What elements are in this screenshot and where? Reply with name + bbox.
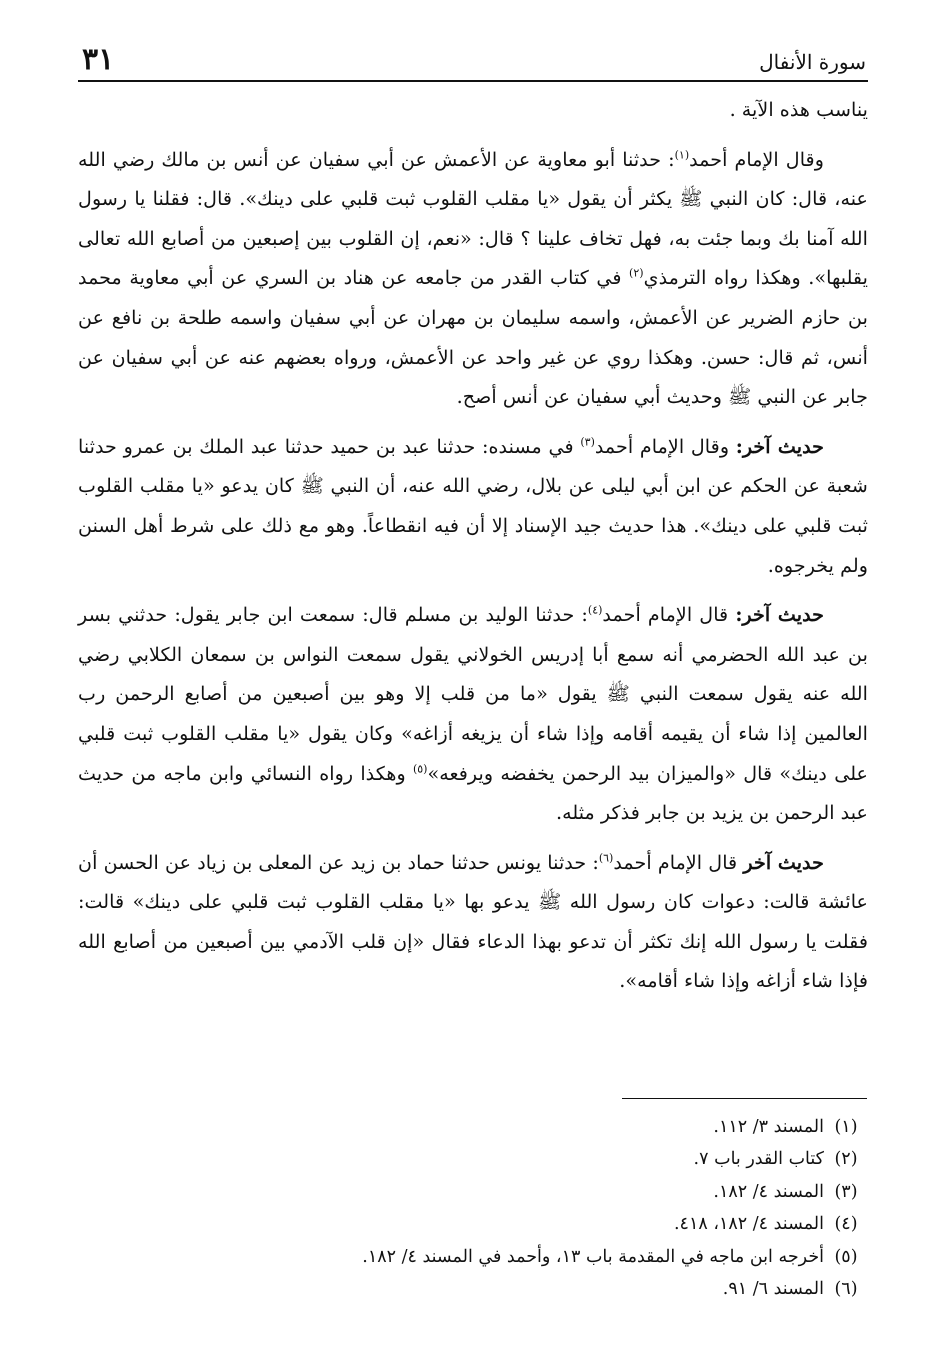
footnote-number: (٤) [834, 1214, 858, 1235]
footnote-text: المسند ٦/ ٩١. [722, 1279, 824, 1300]
hadith-lead: حديث آخر: [735, 603, 825, 627]
paragraph-text: وهكذا رواه النسائي وابن ماجه من حديث عبد الرحمن بن يزيد بن جابر فذكر مثله. [78, 761, 868, 825]
paragraph-3 [78, 595, 868, 833]
footnote [78, 1241, 868, 1273]
footnote-ref[interactable]: (٦) [598, 851, 614, 865]
footnote-ref[interactable]: (٢) [629, 266, 644, 280]
footnote-number: (٢) [834, 1149, 858, 1170]
footnote-separator [622, 1098, 867, 1099]
footnote [78, 1143, 868, 1175]
footnote-text: أخرجه ابن ماجه في المقدمة باب ١٣، وأحمد في المسند ٤/ ١٨٢. [362, 1246, 824, 1267]
footnote-text: المسند ٤/ ١٨٢، ٤١٨. [673, 1214, 824, 1235]
paragraph-text: في مسنده: حدثنا عبد بن حميد حدثنا عبد الملك بن عمرو حدثنا شعبة عن الحكم عن ابن أبي ليلى عن بلال، رضي الله عنه، أن النبي ﷺ كان يدعو «يا مقلب القلوب ثبت قلبي على دينك». هذا حديث جيد الإسناد إلا أن فيه انقطاعاً. وهو مع ذلك على شرط أهل السنن ولم يخرجوه. [78, 434, 868, 577]
footnote-number: (٦) [834, 1279, 858, 1300]
footnote [78, 1111, 868, 1143]
footnote-text: كتاب القدر باب ٧. [693, 1149, 824, 1170]
hadith-lead: حديث آخر [743, 850, 824, 874]
footnote-ref[interactable]: (١) [674, 148, 690, 162]
footnotes [78, 1111, 868, 1305]
page-number: ٣١ [82, 42, 115, 77]
footnote-text: المسند ٤/ ١٨٢. [713, 1181, 824, 1202]
footnote-ref[interactable]: (٣) [580, 435, 595, 449]
paragraph-text: : حدثنا أبو معاوية عن الأعمش عن أبي سفيان عن أنس بن مالك رضي الله عنه، قال: كان النبي ﷺ يكثر أن يقول «يا مقلب القلوب ثبت قلبي على دينك». قال: فقلنا يا رسول الله آمنا بك وبما جئت به، فهل تخاف علينا ؟ قال: «نعم، إن القلوب بين إصبعين من أصابع الله تعالى يقلبها». وهكذا رواه الترمذي [78, 147, 868, 290]
footnote [78, 1176, 868, 1208]
hadith-lead: حديث آخر: [735, 434, 825, 458]
footnote [78, 1273, 868, 1305]
footnote-ref[interactable]: (٥) [412, 762, 428, 776]
footnote-ref[interactable]: (٤) [587, 603, 603, 617]
page-header [78, 42, 868, 82]
footnote-number: (١) [834, 1117, 858, 1137]
paragraph-1 [78, 140, 868, 417]
footnote [78, 1208, 868, 1240]
paragraph-continuation: يناسب هذه الآية . [729, 98, 868, 121]
paragraph-text: وقال الإمام أحمد [689, 147, 824, 171]
paragraph-text: : حدثنا يونس حدثنا حماد بن زيد عن المعلى بن زياد عن الحسن أن عائشة قالت: دعوات كان رسول الله ﷺ يدعو بها «يا مقلب القلوب ثبت قلبي على دينك» قالت: فقلت يا رسول الله إنك تكثر أن تدعو بهذا الدعاء فقال «إن قلب الآدمي بين أصبعين من أصابع الله فإذا شاء أزاغه وإذا شاء أقامه». [78, 850, 868, 993]
paragraph-text: قال الإمام أحمد [613, 850, 744, 874]
running-title: سورة الأنفال [759, 50, 866, 74]
paragraph-text: قال الإمام أحمد [602, 603, 736, 627]
paragraph-text: في كتاب القدر من جامعه عن هناد بن السري عن أبي معاوية محمد بن حازم الضرير عن الأعمش، واسمه سليمان بن مهران عن أبي سفيان واسمه طلحة بن نافع عن أنس، ثم قال: حسن. وهكذا روي عن غير واحد عن الأعمش، ورواه بعضهم عنه عن أبي سفيان عن جابر عن النبي ﷺ وحديث أبي سفيان عن أنس أصح. [78, 266, 868, 409]
paragraph-text: : حدثنا الوليد بن مسلم قال: سمعت ابن جابر يقول: حدثني بسر بن عبد الله الحضرمي أنه سمع أبا إدريس الخولاني يقول سمعت النواس بن سمعان الكلابي رضي الله عنه يقول سمعت النبي ﷺ يقول «ما من قلب إلا وهو بين أصبعين من أصابع الرحمن رب العالمين إذا شاء أن يقيمه أقامه وإذا شاء أن يزيغه أزاغه» وكان يقول «يا مقلب القلوب ثبت قلبي على دينك» قال «والميزان بيد الرحمن يخفضه ويرفعه» [78, 603, 868, 785]
main-text [78, 90, 868, 1011]
paragraph-text: وقال الإمام أحمد [594, 434, 736, 458]
footnote-number: (٣) [834, 1181, 858, 1202]
paragraph-2 [78, 427, 868, 585]
footnote-text: المسند ٣/ ١١٢. [713, 1117, 824, 1137]
footnote-number: (٥) [834, 1246, 858, 1267]
paragraph-4 [78, 843, 868, 1001]
